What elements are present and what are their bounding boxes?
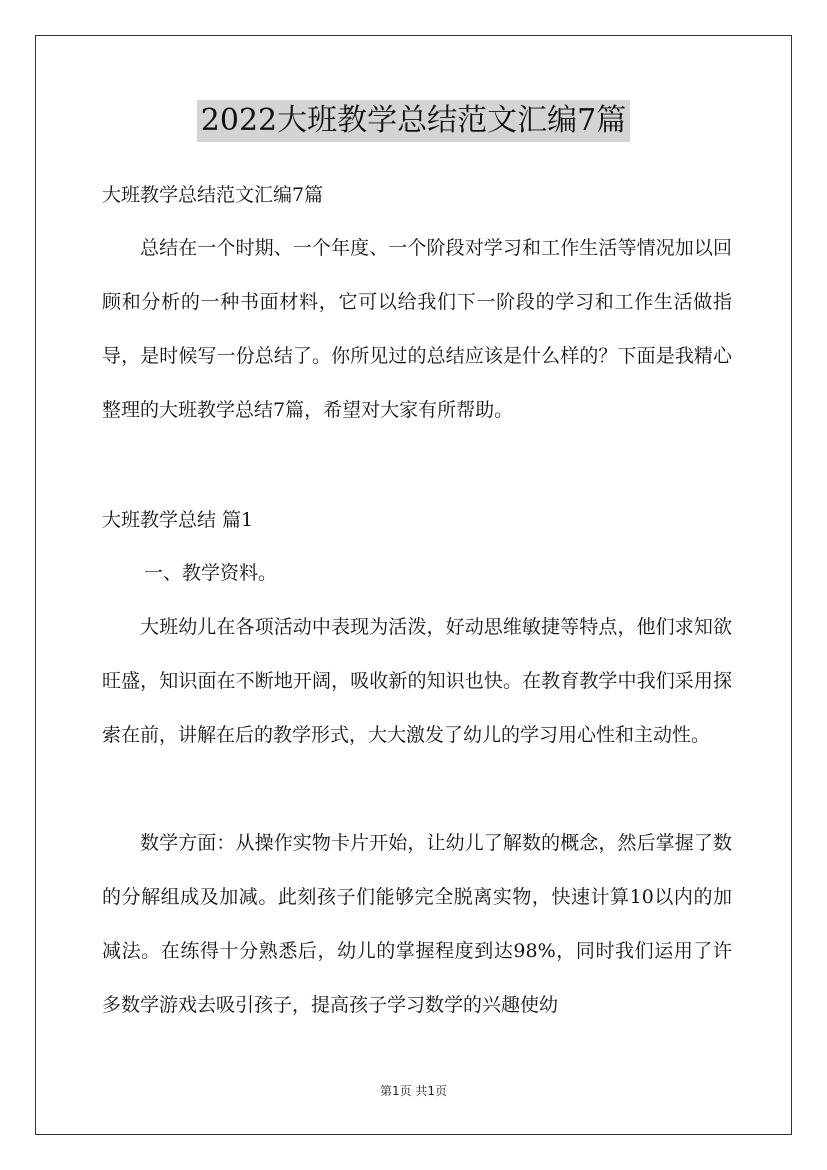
section-subheading: 一、教学资料。 bbox=[144, 562, 278, 584]
body-paragraph-2: 数学方面：从操作实物卡片开始，让幼儿了解数的概念，然后掌握了数的分解组成及加减。此刻孩子们能够完全脱离实物，快速计算10以内的加减法。在练得十分熟悉后，幼儿的掌握程度到达98%，同时我们运用了许多数学游戏去吸引孩子，提高孩子学习数学的兴趣使幼 bbox=[102, 832, 732, 1016]
intro-paragraph: 总结在一个时期、一个年度、一个阶段对学习和工作生活等情况加以回顾和分析的一种书面材料，它可以给我们下一阶段的学习和工作生活做指导，是时候写一份总结了。你所见过的总结应该是什么样的？下面是我精心整理的大班教学总结7篇，希望对大家有所帮助。 bbox=[102, 237, 732, 421]
page-footer: 第1页 共1页 bbox=[379, 1084, 448, 1098]
title-container bbox=[0, 100, 827, 142]
document-title: 2022大班教学总结范文汇编7篇 bbox=[197, 100, 630, 142]
section-heading: 大班教学总结 篇1 bbox=[102, 509, 254, 531]
body-paragraph-1: 大班幼儿在各项活动中表现为活泼，好动思维敏捷等特点，他们求知欲旺盛，知识面在不断地开阔，吸收新的知识也快。在教育教学中我们采用探索在前，讲解在后的教学形式，大大激发了幼儿的学习用心性和主动性。 bbox=[102, 616, 732, 746]
document-subtitle: 大班教学总结范文汇编7篇 bbox=[102, 184, 324, 206]
